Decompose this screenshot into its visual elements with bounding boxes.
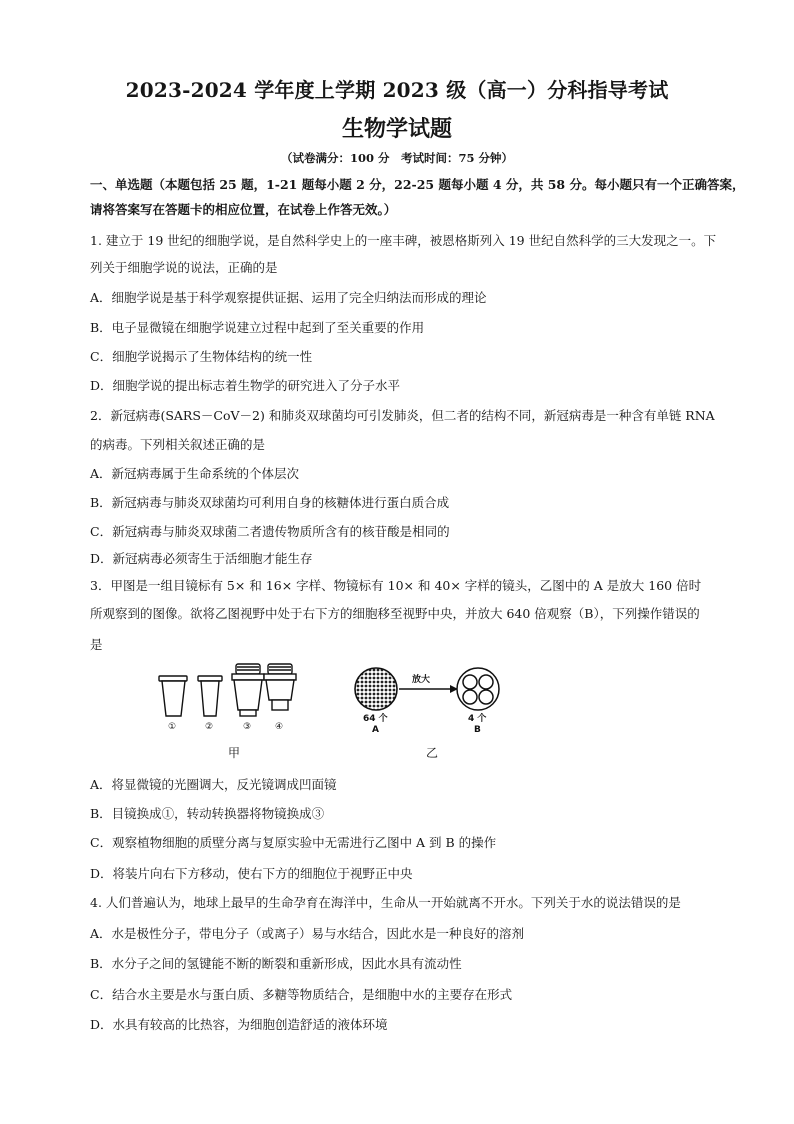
q4-option-b: B．水分子之间的氢键能不断的断裂和重新形成，因此水具有流动性 — [90, 956, 462, 971]
arrow-label: 放大 — [412, 675, 431, 685]
exam-title: 2023-2024 学年度上学期 2023 级（高一）分科指导考试 — [125, 78, 669, 102]
lens-3 — [232, 664, 264, 716]
q2-option-a: A．新冠病毒属于生命系统的个体层次 — [90, 466, 300, 481]
figure-caption-yi: 乙 — [426, 746, 439, 760]
q3-option-d: D．将装片向右下方移动，使右下方的细胞位于视野正中央 — [90, 866, 413, 881]
q3-stem-line2: 所观察到的图像。欲将乙图视野中处于右下方的细胞移至视野中央，并放大 640 倍观察（B），下列操作错误的 — [90, 606, 700, 621]
q4-option-a: A．水是极性分子，带电分子（或离子）易与水结合，因此水是一种良好的溶剂 — [90, 926, 525, 941]
figure-caption-jia: 甲 — [228, 746, 241, 760]
lens-mark-4: ④ — [275, 722, 284, 732]
q1-option-b: B．电子显微镜在细胞学说建立过程中起到了至关重要的作用 — [90, 320, 425, 335]
field-view-a — [355, 668, 397, 710]
lens-mark-2: ② — [205, 722, 214, 732]
lens-mark-1: ① — [168, 722, 177, 732]
field-view-b — [457, 668, 499, 710]
lens-mark-3: ③ — [243, 722, 252, 732]
count-b: 4 个 — [468, 714, 487, 724]
q4-option-d: D．水具有较高的比热容，为细胞创造舒适的液体环境 — [90, 1017, 388, 1032]
label-b: B — [474, 725, 481, 735]
q3-option-a: A．将显微镜的光圈调大，反光镜调成凹面镜 — [90, 777, 337, 792]
label-a: A — [372, 725, 379, 735]
q1-stem-line1: 1. 建立于 19 世纪的细胞学说，是自然科学史上的一座丰碑，被恩格斯列入 19 世纪自然科学的三大发现之一。下 — [90, 233, 717, 248]
q3-option-b: B．目镜换成①，转动转换器将物镜换成③ — [90, 806, 325, 821]
q3-stem-line3: 是 — [90, 637, 103, 652]
q2-option-c: C．新冠病毒与肺炎双球菌二者遗传物质所含有的核苷酸是相同的 — [90, 524, 450, 539]
q2-option-d: D．新冠病毒必须寄生于活细胞才能生存 — [90, 551, 313, 566]
q3-option-c: C．观察植物细胞的质壁分离与复原实验中无需进行乙图中 A 到 B 的操作 — [90, 835, 497, 850]
q4-stem: 4. 人们普遍认为，地球上最早的生命孕育在海洋中，生命从一开始就离不开水。下列关于水的说法错误的是 — [90, 895, 681, 910]
section-instructions-line2: 请将答案写在答题卡的相应位置，在试卷上作答无效。） — [90, 202, 397, 217]
q3-stem-line1: 3．甲图是一组目镜标有 5× 和 16× 字样、物镜标有 10× 和 40× 字样的镜头，乙图中的 A 是放大 160 倍时 — [90, 578, 702, 593]
q2-option-b: B．新冠病毒与肺炎双球菌均可利用自身的核糖体进行蛋白质合成 — [90, 495, 450, 510]
lens-4 — [264, 664, 296, 710]
q2-stem-line1: 2．新冠病毒(SARS－CoV－2) 和肺炎双球菌均可引发肺炎，但二者的结构不同，新冠病毒是一种含有单链 RNA — [90, 408, 715, 423]
q2-stem-line2: 的病毒。下列相关叙述正确的是 — [90, 437, 266, 452]
q1-option-d: D．细胞学说的提出标志着生物学的研究进入了分子水平 — [90, 378, 401, 393]
exam-info: （试卷满分：100 分 考试时间：75 分钟） — [280, 151, 513, 165]
q1-option-a: A．细胞学说是基于科学观察提供证据、运用了完全归纳法而形成的理论 — [90, 290, 487, 305]
q1-stem-line2: 列关于细胞学说的说法，正确的是 — [90, 260, 278, 275]
q1-option-c: C．细胞学说揭示了生物体结构的统一性 — [90, 349, 313, 364]
section-instructions-line1: 一、单选题（本题包括 25 题，1-21 题每小题 2 分，22-25 题每小题 4 分，共 58 分。每小题只有一个正确答案， — [90, 177, 745, 192]
magnify-arrow — [399, 685, 458, 693]
exam-subtitle: 生物学试题 — [341, 116, 452, 142]
q4-option-c: C．结合水主要是水与蛋白质、多糖等物质结合，是细胞中水的主要存在形式 — [90, 987, 513, 1002]
lens-1 — [159, 676, 187, 716]
lens-2 — [198, 676, 222, 716]
count-a: 64 个 — [363, 714, 388, 724]
